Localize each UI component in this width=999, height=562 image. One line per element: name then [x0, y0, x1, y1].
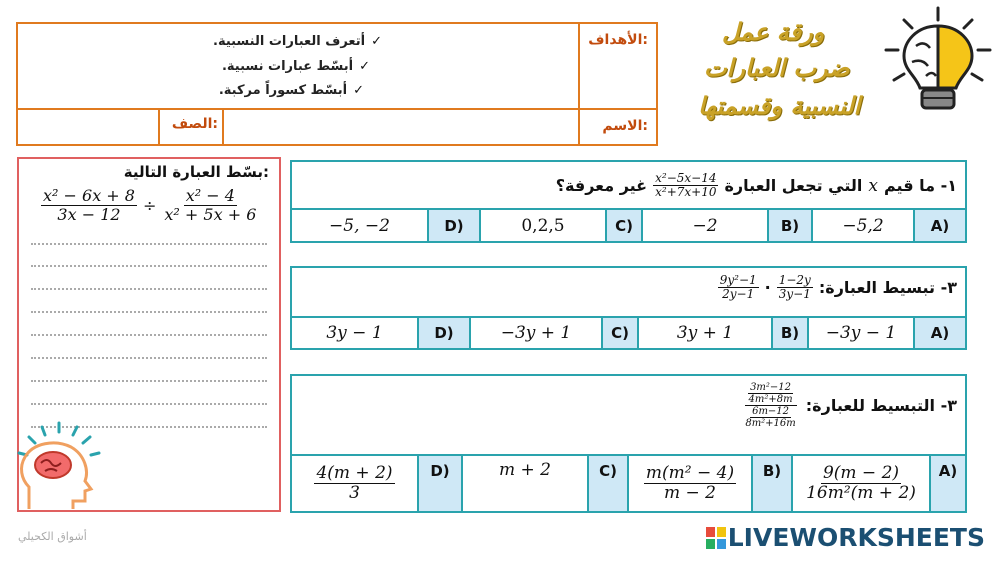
check-icon: ✓	[371, 34, 382, 49]
header-box	[16, 22, 658, 146]
option-b-label: B)	[767, 210, 811, 241]
fraction: $\frac{\text{x²−5x−14}}{\text{x²+7x+10}}$	[655, 171, 717, 200]
option-b-answer[interactable]: −2	[641, 210, 767, 241]
goal-item: ✓أبسّط عبارات نسبية.	[221, 59, 370, 74]
option-a-label: A)	[929, 456, 965, 511]
panel-instruction: بسّط العبارة التالية:	[123, 163, 269, 181]
option-c-label: C)	[605, 210, 641, 241]
option-b-answer[interactable]: $\frac{\text{m(m² − 4)}}{m - 2}$	[627, 456, 751, 511]
name-label-cell	[578, 108, 656, 144]
answer-line[interactable]	[31, 243, 267, 245]
question-2	[290, 266, 967, 350]
option-d-answer[interactable]: $\frac{4(m + 2)}{3}$	[316, 463, 393, 503]
option-d-answer[interactable]: 3y − 1	[326, 323, 383, 343]
multiply-operator: ·	[764, 278, 771, 298]
answer-line[interactable]	[31, 357, 267, 359]
simplify-panel	[17, 157, 281, 512]
panel-expression	[41, 187, 258, 223]
option-a-answer[interactable]: −3y − 1	[807, 318, 913, 348]
title-line: ورقة عمل	[722, 18, 825, 46]
option-a-answer[interactable]: $\frac{9(m - 2)}{\text{16m²(m + 2)}}$	[791, 456, 929, 511]
goals-cell	[18, 24, 578, 108]
fraction: $\frac{\text{9y²−1}}{2y-1}$	[719, 273, 757, 302]
goals-label: الأهداف:	[588, 32, 648, 48]
option-c-answer[interactable]: m + 2	[461, 456, 587, 511]
thinking-head-icon	[15, 421, 111, 511]
complex-fraction	[741, 382, 799, 429]
option-d-label: D)	[417, 318, 469, 348]
question-1	[290, 160, 967, 243]
answer-line[interactable]	[31, 380, 267, 382]
option-c-label: C)	[587, 456, 627, 511]
option-c-answer[interactable]: 0,2,5	[479, 210, 605, 241]
option-d-label: D)	[427, 210, 479, 241]
option-b-label: B)	[751, 456, 791, 511]
goal-item: ✓أتعرف العبارات النسبية.	[213, 34, 382, 49]
option-c-answer[interactable]: −3y + 1	[469, 318, 601, 348]
option-a-label: A)	[913, 318, 965, 348]
liveworksheets-logo[interactable]	[706, 523, 985, 552]
answer-line[interactable]	[31, 265, 267, 267]
option-c-label: C)	[601, 318, 637, 348]
title-line: النسبية وقسمتها	[698, 92, 861, 120]
logo-text: LIVEWORKSHEETS	[727, 523, 985, 552]
fraction: $\frac{\text{x² − 4}}{\text{x² + 5x + 6}}$	[164, 186, 257, 224]
logo-icon	[706, 527, 726, 549]
name-field[interactable]	[222, 108, 578, 144]
option-d-answer[interactable]: −5, −2	[329, 215, 390, 236]
question-2-text: ٣- تبسيط العبارة: $\frac{1-2y}{3y-1}$ · $\frac{\text{9y²−1}}{2y-1}$	[719, 273, 957, 302]
divide-operator: ÷	[142, 195, 157, 215]
option-b-label: B)	[771, 318, 807, 348]
question-2-options	[292, 316, 965, 348]
goals-label-cell	[578, 24, 656, 108]
name-label: الاسم:	[602, 118, 648, 134]
option-a-answer[interactable]: −5,2	[811, 210, 913, 241]
option-b-answer[interactable]: 3y + 1	[637, 318, 771, 348]
option-a-label: A)	[913, 210, 965, 241]
title-line: ضرب العبارات	[704, 54, 850, 82]
question-1-options	[292, 208, 965, 241]
answer-line[interactable]	[31, 311, 267, 313]
answer-line[interactable]	[31, 334, 267, 336]
fraction: $\frac{1-2y}{3y-1}$	[778, 273, 811, 302]
check-icon: ✓	[359, 59, 370, 74]
class-label-cell	[158, 108, 226, 144]
question-3-options	[292, 454, 965, 511]
check-icon: ✓	[353, 83, 364, 98]
question-3	[290, 374, 967, 513]
option-d-label: D)	[417, 456, 461, 511]
class-label: الصف:	[171, 116, 218, 132]
fraction: $\frac{6m-12}{\text{8m²+16m}}$	[745, 406, 796, 429]
goal-item: ✓أبسّط كسوراً مركبة.	[218, 83, 364, 98]
answer-line[interactable]	[31, 403, 267, 405]
fraction: $\frac{\text{3m²−12}}{\text{4m²+8m}}$	[748, 382, 793, 405]
question-1-text: ١- ما قيم x التي تجعل العبارة $\frac{\text{x²−5x−14}}{\text{x²+7x+10}}$ غير معرفة؟	[555, 171, 957, 200]
lightbulb-icon	[880, 6, 992, 118]
fraction: $\frac{\text{x² − 6x + 8}}{3x - 12}$	[43, 186, 135, 224]
class-field[interactable]	[18, 108, 158, 144]
question-3-text: ٣- التبسيط للعبارة: $\frac{\frac{\text{3m²−12}}{\text{4m²+8m}}}{\frac{6m-12}{\text{8m²+16m}}}$	[741, 382, 957, 429]
answer-line[interactable]	[31, 288, 267, 290]
author-signature: أشواق الكحيلي	[18, 530, 87, 543]
